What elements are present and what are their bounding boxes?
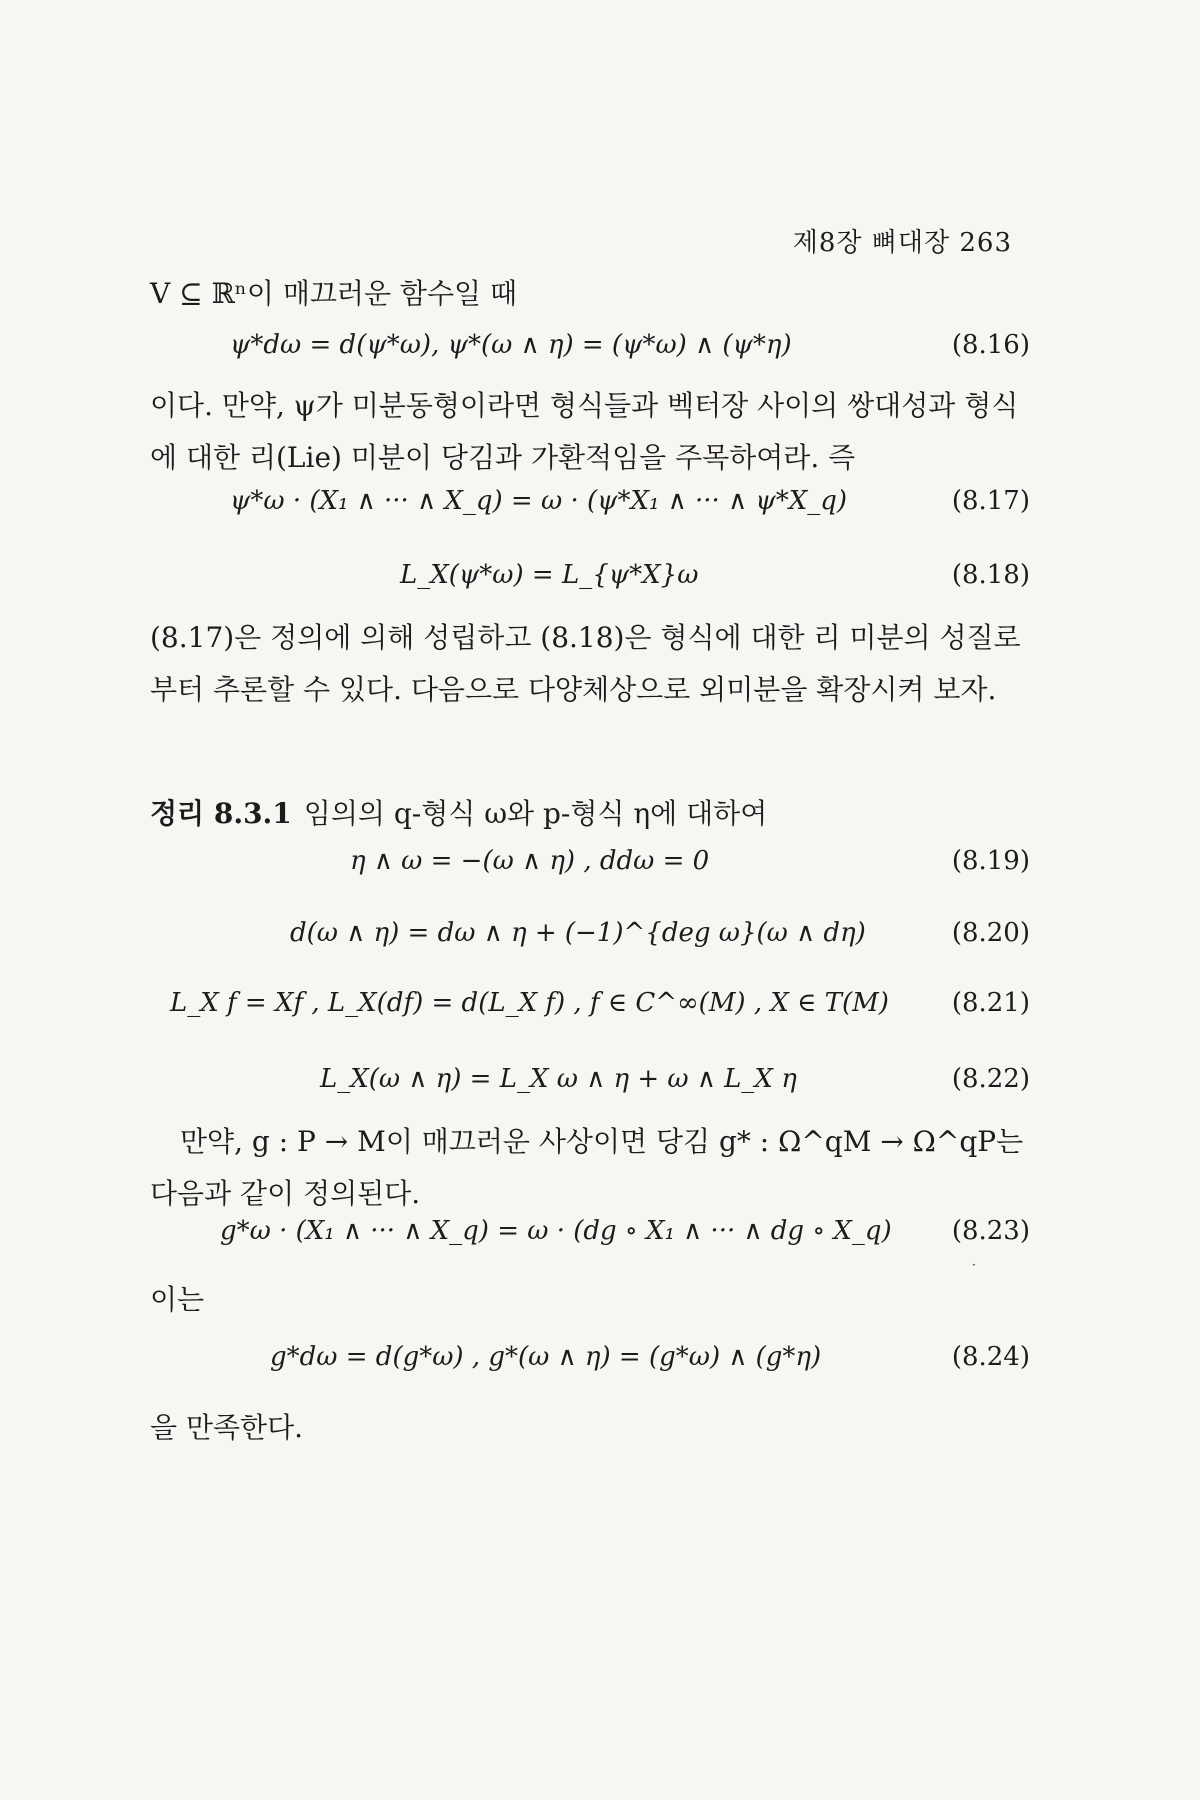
equation-body: ψ*dω = d(ψ*ω), ψ*(ω ∧ η) = (ψ*ω) ∧ (ψ*η) — [230, 330, 792, 360]
equation-body: L_X(ψ*ω) = L_{ψ*X}ω — [400, 560, 699, 590]
equation-number: (8.21) — [951, 988, 1030, 1018]
paragraph-this: 이는 — [150, 1283, 205, 1316]
equation-8-20 — [150, 918, 1030, 962]
equation-number: (8.17) — [951, 486, 1030, 516]
equation-8-16 — [150, 330, 1030, 374]
equation-number: (8.23) — [951, 1216, 1030, 1246]
paragraph-pullback-definition: 만약, g : P → M이 매끄러운 사상이면 당김 g* : Ω^qM → Ω^qP는 다음과 같이 정의된다. — [150, 1125, 1024, 1210]
paragraph-satisfies: 을 만족한다. — [150, 1411, 304, 1444]
theorem-8-3-1 — [150, 788, 1030, 840]
equation-body: g*ω · (X₁ ∧ ··· ∧ X_q) = ω · (dg ∘ X₁ ∧ ··· ∧ dg ∘ X_q) — [220, 1216, 892, 1246]
equation-body: L_X f = Xf , L_X(df) = d(L_X f) , f ∈ C^∞(M) , X ∈ T(M) — [170, 988, 889, 1018]
equation-body: η ∧ ω = −(ω ∧ η) , ddω = 0 — [350, 846, 710, 876]
equation-body: g*dω = d(g*ω) , g*(ω ∧ η) = (g*ω) ∧ (g*η) — [270, 1342, 822, 1372]
equation-8-24 — [150, 1342, 1030, 1386]
equation-8-19 — [150, 846, 1030, 890]
equation-8-17 — [150, 486, 1030, 530]
print-speck: · — [972, 1258, 976, 1272]
running-head: 제8장 뼈대장 263 — [792, 228, 1012, 258]
theorem-label: 정리 8.3.1 — [150, 797, 292, 830]
equation-8-21 — [150, 988, 1030, 1032]
equation-body: d(ω ∧ η) = dω ∧ η + (−1)^{deg ω}(ω ∧ dη) — [290, 918, 866, 948]
equation-8-23 — [150, 1216, 1030, 1260]
equation-number: (8.24) — [951, 1342, 1030, 1372]
intro-line: V ⊆ ℝⁿ이 매끄러운 함수일 때 — [150, 277, 517, 310]
equation-number: (8.19) — [951, 846, 1030, 876]
equation-body: L_X(ω ∧ η) = L_X ω ∧ η + ω ∧ L_X η — [320, 1064, 797, 1094]
equation-number: (8.22) — [951, 1064, 1030, 1094]
equation-8-22 — [150, 1064, 1030, 1108]
equation-body: ψ*ω · (X₁ ∧ ··· ∧ X_q) = ω · (ψ*X₁ ∧ ··· ∧ ψ*X_q) — [230, 486, 848, 516]
equation-number: (8.18) — [951, 560, 1030, 590]
equation-number: (8.20) — [951, 918, 1030, 948]
paragraph-pullback-note: 이다. 만약, ψ가 미분동형이라면 형식들과 벡터장 사이의 쌍대성과 형식에 대한 리(Lie) 미분이 당김과 가환적임을 주목하여라. 즉 — [150, 389, 1019, 474]
theorem-statement: 임의의 q-형식 ω와 p-형식 η에 대하여 — [303, 797, 768, 830]
equation-8-18 — [150, 560, 1030, 604]
paragraph-derivation: (8.17)은 정의에 의해 성립하고 (8.18)은 형식에 대한 리 미분의 성질로부터 추론할 수 있다. 다음으로 다양체상으로 외미분을 확장시켜 보자. — [150, 621, 1021, 706]
equation-number: (8.16) — [951, 330, 1030, 360]
